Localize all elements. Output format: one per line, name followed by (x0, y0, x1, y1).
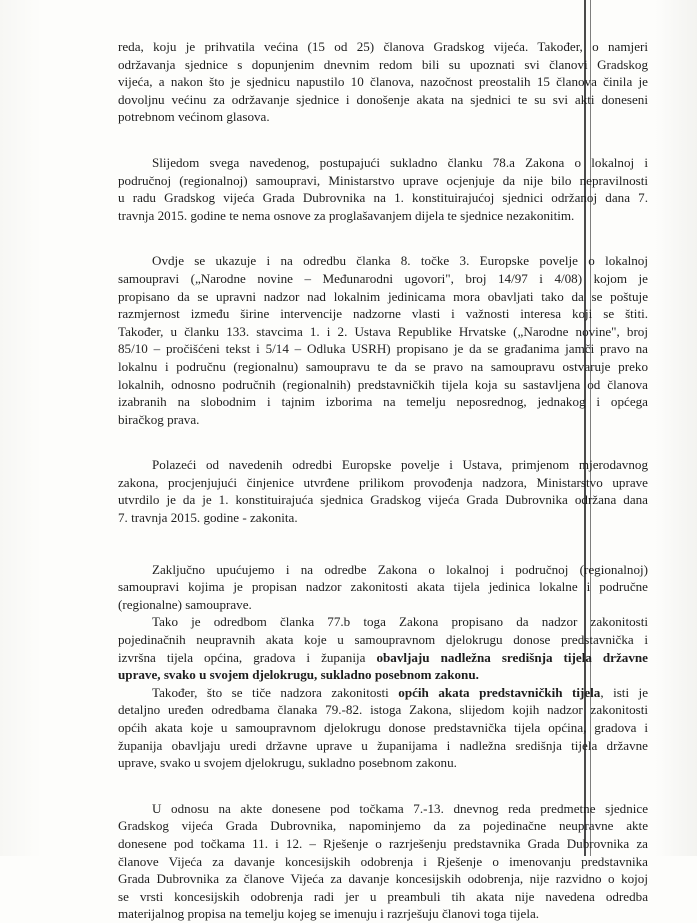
paragraph-5 (118, 561, 648, 614)
text-line: 85/10 – pročišćeni tekst i 5/14 – Odluka USRH) propisano je da se građanima jamči pravo na (118, 341, 648, 357)
text-line: donesene pod točkama 11. i 12. – Rješenje o razrješenju predstavnika Grada Dubrovnika za (118, 835, 648, 851)
text-line: utvrdilo je da je 1. konstituirajuća sjednica Gradskog vijeća Grada Dubrovnika održana dana (118, 492, 648, 508)
text-line: Polazeći od navedenih odredbi Europske povelje i Ustava, primjenom mjerodavnog (152, 457, 648, 473)
document-body (118, 38, 648, 923)
text-line: se vrsti koncesijskih odobrenja radi jer u preambuli tih akata nije navedena odredba (118, 888, 648, 904)
text-line: Grada Dubrovnika za članove Vijeća za davanje koncesijskih odobrenja, nije razvidno o kojoj (118, 871, 648, 887)
text-line: u radu Gradskog vijeća Grada Dubrovnika na 1. konstituirajućoj sjednici održanoj dana 7. (118, 190, 648, 206)
text-line: lokalnu i područnu (regionalnu) samoupravu te da se pravo na samoupravu ostvaruje preko (118, 358, 648, 374)
text-line: županija obavljaju uredi državne uprave u županijama i nadležna središnja tijela državne (118, 737, 648, 753)
text-segment: , isti je (600, 684, 649, 700)
text-line (118, 649, 648, 667)
text-line: članove Vijeća za davanje koncesijskih odobrenja i Rješenje o imenovanju predstavnika (118, 853, 648, 869)
text-line: 7. travnja 2015. godine - zakonita. (118, 510, 298, 526)
paragraph-7 (118, 684, 648, 772)
paragraph-6 (118, 613, 648, 683)
paragraph-1 (118, 38, 648, 126)
text-line: samoupravi kojima je propisan nadzor zakonitosti akata tijela jedinica lokalne i područne (118, 579, 648, 595)
text-line: Zaključno upućujemo i na odredbe Zakona o lokalnoj i područnoj (regionalnoj) (152, 561, 648, 577)
text-line: travnja 2015. godine te nema osnove za proglašavanjem dijela te sjednice nezakonitim. (118, 207, 575, 223)
bold-text-segment: općih akata predstavničkih tijela (398, 684, 601, 700)
paragraph-4 (118, 456, 648, 526)
text-line: propisano da se upravni nadzor nad lokalnim jedinicama mora obavljati tako da se poštuje (118, 288, 648, 304)
paragraph-2 (118, 154, 648, 224)
text-segment: izvršna tijela općina, gradova i županija (118, 649, 366, 665)
text-line: (regionalne) samouprave. (118, 596, 252, 612)
paragraph-3 (118, 252, 648, 428)
text-line: Također, u članku 133. stavcima 1. i 2. Ustava Republike Hrvatske („Narodne novine", broj (118, 323, 648, 339)
text-line: materijalnog propisa na temelju kojeg se imenuju i razrješuju članovi toga tijela. (118, 906, 540, 922)
text-line: detaljno uređen odredbama članaka 79.-82. istoga Zakona, slijedom kojih nadzor zakonitosti (118, 702, 648, 718)
text-line: općih akata koje u samoupravnom djelokrugu donose predstavnička tijela općina, gradova i (118, 720, 648, 735)
text-line: uprave, svako u svojem djelokrugu, sukladno posebnom zakonu. (118, 755, 457, 771)
text-line: dovoljnu većinu za održavanje sjednice i donošenje akata na sjednici te su svi akti doneseni (118, 91, 648, 107)
bold-text-segment: obavljaju nadležna središnja tijela državne (376, 649, 648, 665)
text-line: razmjernost između širine intervencije nadzorne vlasti i važnosti interesa koji se štiti. (118, 306, 648, 322)
text-line: biračkog prava. (118, 411, 200, 427)
text-line: pojedinačnih neupravnih akata koje u samoupravnom djelokrugu donose predstavnička i (118, 632, 648, 648)
text-line: Tako je odredbom članka 77.b toga Zakona propisano da nadzor zakonitosti (152, 614, 648, 630)
text-line: reda, koju je prihvatila većina (15 od 25) članova Gradskog vijeća. Također, o namjeri (118, 39, 648, 54)
text-line (118, 684, 648, 702)
text-line: Slijedom svega navedenog, postupajući sukladno članku 78.a Zakona o lokalnoj i (152, 154, 648, 170)
text-line: područnoj (regionalnoj) samoupravi, Ministarstvo uprave ocjenjuje da nije bilo nepravilnosti (118, 172, 648, 188)
text-line: održavanja sjednice s dopunjenim dnevnim redom bili su upoznati svi članovi Gradskog (118, 56, 648, 72)
text-line: potrebnom većinom glasova. (118, 109, 270, 125)
text-line: zakona, procjenjujući činjenice utvrđene prilikom provođenja nadzora, Ministarstvo uprave (118, 474, 648, 490)
text-line: samoupravi („Narodne novine – Međunarodni ugovori", broj 14/97 i 4/08) kojom je (118, 270, 648, 286)
text-line: Gradskog vijeća Grada Dubrovnika, napominjemo da za pojedinačne neupravne akte (118, 818, 648, 834)
paragraph-8 (118, 800, 648, 923)
text-line: Ovdje se ukazuje i na odredbu članka 8. točke 3. Europske povelje o lokalnoj (152, 253, 648, 269)
text-line: vijeća, a nakon što je sjednicu napustilo 10 članova, nazočnost preostalih 15 članova činila je (118, 74, 648, 90)
text-line: uprave, svako u svojem djelokrugu, sukladno posebnom zakonu. (118, 667, 479, 683)
text-segment: Također, što se tiče nadzora zakonitosti (152, 684, 389, 700)
text-line: lokalnih, odnosno područnih (regionalnih) predstavničkih tijela koja su sastavljena od članova (118, 376, 648, 392)
text-line: izabranih na slobodnim i tajnim izborima na temelju neposrednog, jednakog i općega (118, 394, 648, 410)
text-line: U odnosu na akte donesene pod točkama 7.-13. dnevnog reda predmetne sjednice (152, 800, 648, 816)
